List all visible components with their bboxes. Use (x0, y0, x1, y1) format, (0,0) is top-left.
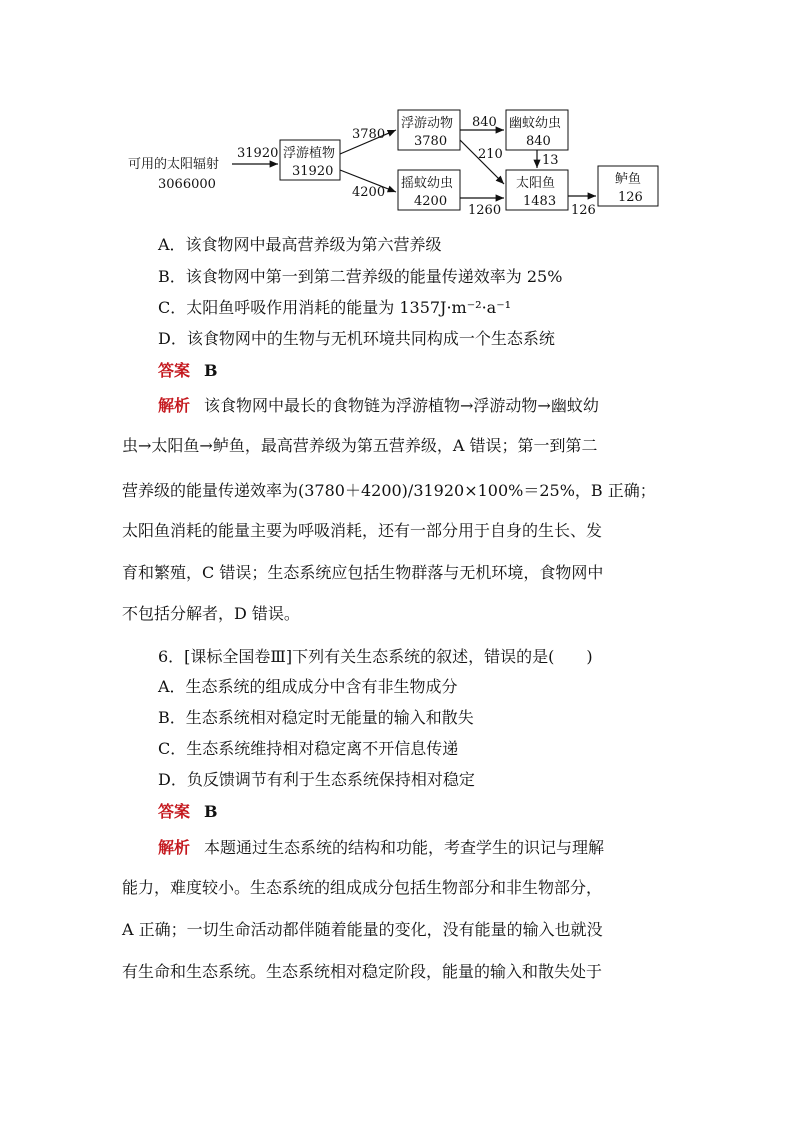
energy-solar-to-phyto: 31920 (237, 146, 279, 161)
node-perch-value: 126 (618, 190, 643, 205)
q6-analysis-text-1: 本题通过生态系统的结构和功能，考查学生的识记与理解 (204, 838, 605, 857)
q6-analysis-label: 解析 (158, 838, 191, 857)
node-zooplankton-value: 3780 (414, 134, 448, 149)
energy-phyto-to-midge: 4200 (352, 185, 386, 200)
q6-analysis-line-3: A 正确；一切生命活动都伴随着能量的变化，没有能量的输入也就没 (122, 920, 603, 939)
q5-analysis-line-3: 营养级的能量传递效率为(3780＋4200)/31920×100%＝25%，B 正确； (122, 481, 656, 500)
node-sunfish-value: 1483 (523, 194, 557, 209)
q6-answer (158, 802, 218, 822)
energy-zoo-to-phantom-midge: 840 (472, 115, 497, 130)
q6-option-c: C．生态系统维持相对稳定离不开信息传递 (158, 739, 459, 758)
q6-answer-label: 答案 (158, 802, 191, 821)
q5-option-d: D．该食物网中的生物与无机环境共同构成一个生态系统 (158, 329, 555, 348)
q5-option-a: A．该食物网中最高营养级为第六营养级 (158, 235, 442, 254)
node-phytoplankton-value: 31920 (292, 164, 334, 179)
q5-analysis-text-1: 该食物网中最长的食物链为浮游植物→浮游动物→幽蚊幼 (204, 396, 599, 415)
node-zooplankton-name: 浮游动物 (401, 116, 454, 131)
energy-midge-to-sunfish: 1260 (468, 203, 502, 218)
q5-option-c: C．太阳鱼呼吸作用消耗的能量为 1357J·m⁻²·a⁻¹ (158, 298, 512, 317)
food-web-diagram (120, 100, 680, 222)
q6-option-a: A．生态系统的组成成分中含有非生物成分 (158, 677, 458, 696)
node-phytoplankton-name: 浮游植物 (283, 146, 336, 161)
node-phantom-midge-name: 幽蚊幼虫 (509, 116, 562, 131)
q6-option-d: D．负反馈调节有利于生态系统保持相对稳定 (158, 770, 475, 789)
solar-radiation-value: 3066000 (158, 177, 216, 192)
solar-radiation-label: 可用的太阳辐射 (128, 157, 220, 172)
q5-analysis-line-2: 虫→太阳鱼→鲈鱼，最高营养级为第五营养级，A 错误；第一到第二 (122, 436, 598, 455)
q6-option-b: B．生态系统相对稳定时无能量的输入和散失 (158, 708, 474, 727)
node-sunfish-name: 太阳鱼 (516, 176, 556, 191)
q6-answer-value: B (204, 802, 218, 821)
q6-stem: 6．[课标全国卷Ⅲ]下列有关生态系统的叙述，错误的是( ) (158, 647, 593, 666)
q5-answer-label: 答案 (158, 361, 191, 380)
q5-answer (158, 361, 218, 381)
q6-analysis-line-1 (158, 838, 604, 858)
energy-zoo-to-sunfish: 210 (478, 147, 503, 162)
q5-analysis-line-4: 太阳鱼消耗的能量主要为呼吸消耗，还有一部分用于自身的生长、发 (122, 521, 603, 540)
q5-analysis-line-5: 育和繁殖，C 错误；生态系统应包括生物群落与无机环境，食物网中 (122, 563, 604, 582)
q6-analysis-line-2: 能力，难度较小。生态系统的组成成分包括生物部分和非生物部分， (122, 878, 603, 897)
q5-option-b: B．该食物网中第一到第二营养级的能量传递效率为 25% (158, 267, 563, 286)
q5-answer-value: B (204, 361, 218, 380)
q5-analysis-line-1 (158, 396, 599, 416)
node-phantom-midge-value: 840 (526, 134, 551, 149)
node-midge-larva-name: 摇蚊幼虫 (401, 176, 454, 191)
node-perch-name: 鲈鱼 (615, 172, 642, 187)
energy-phantom-midge-to-sunfish: 13 (542, 153, 559, 168)
energy-sunfish-to-perch: 126 (571, 203, 596, 218)
node-midge-larva-value: 4200 (414, 194, 448, 209)
energy-phyto-to-zoo: 3780 (352, 127, 386, 142)
q5-analysis-label: 解析 (158, 396, 191, 415)
q6-analysis-line-4: 有生命和生态系统。生态系统相对稳定阶段，能量的输入和散失处于 (122, 962, 603, 981)
q5-analysis-line-6: 不包括分解者，D 错误。 (122, 604, 300, 623)
